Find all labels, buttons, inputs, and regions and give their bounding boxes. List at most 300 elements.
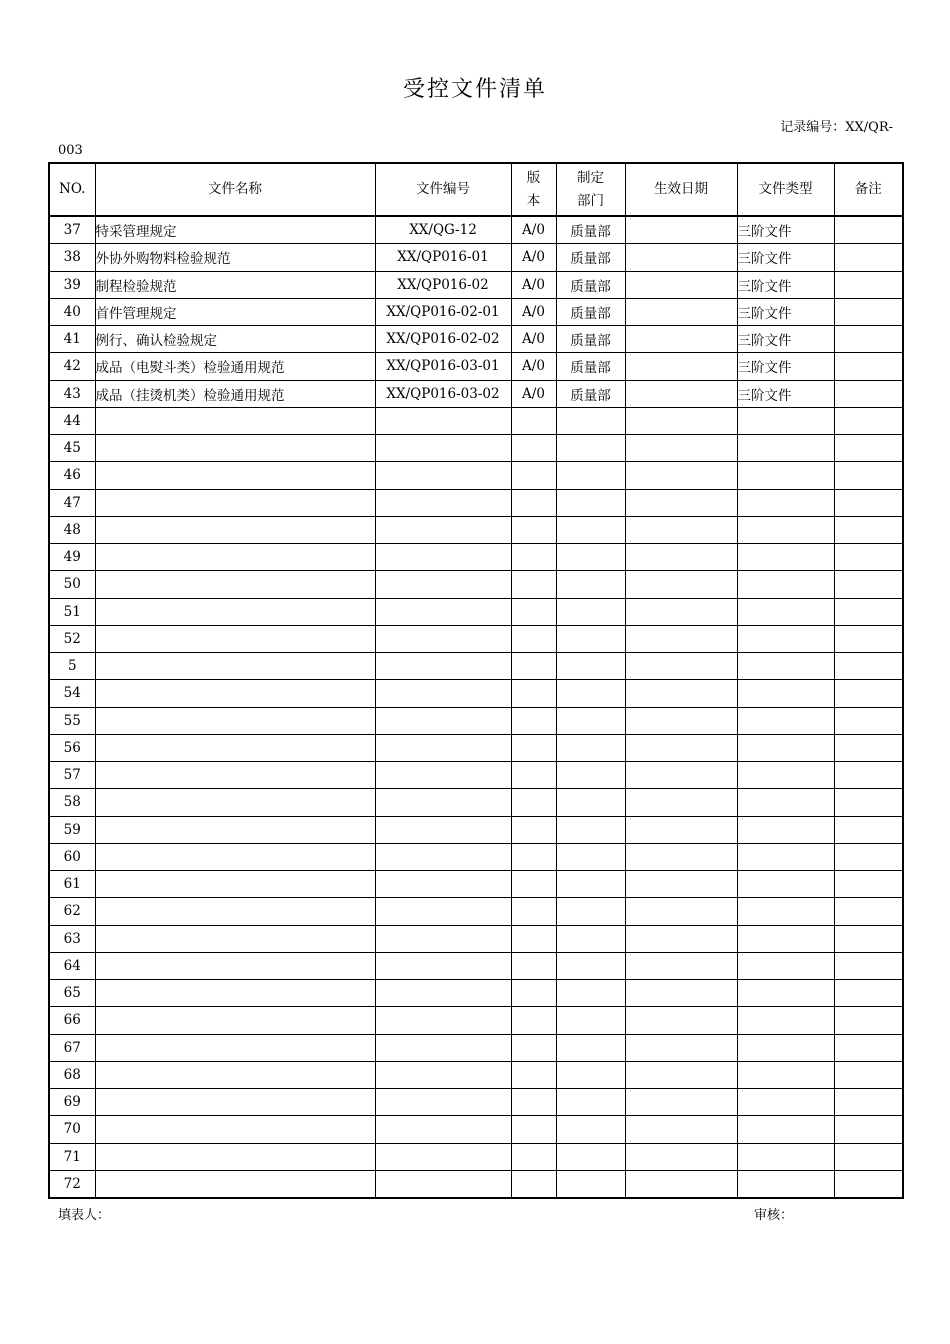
- table-row: [49, 326, 903, 353]
- cell-note: [834, 1170, 903, 1198]
- cell-file-name: [95, 1116, 375, 1143]
- cell-no: 39: [49, 271, 95, 298]
- table-row: [49, 707, 903, 734]
- cell-effective-date: [625, 816, 737, 843]
- cell-file-name: 例行、确认检验规定: [95, 326, 375, 353]
- cell-effective-date: [625, 925, 737, 952]
- table-row: [49, 1170, 903, 1198]
- table-row: [49, 598, 903, 625]
- cell-version: [511, 734, 556, 761]
- page-title: 受控文件清单: [402, 77, 547, 102]
- cell-department: 质量部: [556, 380, 625, 407]
- table-row: [49, 898, 903, 925]
- cell-note: [834, 516, 903, 543]
- cell-version: A/0: [511, 271, 556, 298]
- cell-file-name: [95, 1007, 375, 1034]
- cell-file-code: XX/QP016-01: [375, 244, 511, 271]
- cell-version: [511, 435, 556, 462]
- cell-file-code: [375, 653, 511, 680]
- cell-version: [511, 653, 556, 680]
- cell-file-code: XX/QP016-02-02: [375, 326, 511, 353]
- cell-note: [834, 571, 903, 598]
- cell-effective-date: [625, 1034, 737, 1061]
- cell-note: [834, 1061, 903, 1088]
- cell-file-type: 三阶文件: [737, 298, 834, 325]
- cell-file-type: 三阶文件: [737, 353, 834, 380]
- header-version-line2: 本: [526, 192, 541, 209]
- cell-no: 51: [49, 598, 95, 625]
- cell-file-code: [375, 762, 511, 789]
- cell-no: 37: [49, 216, 95, 244]
- cell-effective-date: [625, 734, 737, 761]
- cell-department: [556, 707, 625, 734]
- cell-file-code: [375, 1116, 511, 1143]
- cell-file-name: [95, 1170, 375, 1198]
- cell-no: 66: [49, 1007, 95, 1034]
- cell-file-type: [737, 707, 834, 734]
- cell-note: [834, 298, 903, 325]
- cell-file-code: [375, 707, 511, 734]
- cell-no: 59: [49, 816, 95, 843]
- table-row: [49, 244, 903, 271]
- table-row: [49, 816, 903, 843]
- cell-effective-date: [625, 707, 737, 734]
- header-file-name: 文件名称: [95, 163, 375, 216]
- cell-no: 41: [49, 326, 95, 353]
- cell-version: [511, 843, 556, 870]
- cell-effective-date: [625, 326, 737, 353]
- cell-effective-date: [625, 571, 737, 598]
- cell-file-code: [375, 816, 511, 843]
- header-note: 备注: [834, 163, 903, 216]
- cell-note: [834, 271, 903, 298]
- table-row: [49, 762, 903, 789]
- cell-effective-date: [625, 1143, 737, 1170]
- cell-file-type: [737, 516, 834, 543]
- cell-file-type: [737, 1007, 834, 1034]
- cell-note: [834, 244, 903, 271]
- cell-file-name: 首件管理规定: [95, 298, 375, 325]
- cell-file-code: [375, 435, 511, 462]
- cell-file-name: [95, 653, 375, 680]
- cell-no: 69: [49, 1089, 95, 1116]
- cell-department: 质量部: [556, 353, 625, 380]
- cell-department: [556, 462, 625, 489]
- cell-file-name: [95, 462, 375, 489]
- document-list-table: [48, 162, 904, 1199]
- cell-file-name: [95, 598, 375, 625]
- cell-version: [511, 898, 556, 925]
- cell-version: A/0: [511, 380, 556, 407]
- cell-effective-date: [625, 762, 737, 789]
- cell-file-type: [737, 1116, 834, 1143]
- cell-no: 49: [49, 544, 95, 571]
- cell-note: [834, 707, 903, 734]
- table-row: [49, 1007, 903, 1034]
- cell-no: 60: [49, 843, 95, 870]
- cell-effective-date: [625, 1007, 737, 1034]
- table-row: [49, 1061, 903, 1088]
- cell-department: [556, 625, 625, 652]
- record-number-label: 记录编号：XX/QR-: [780, 120, 893, 135]
- cell-file-code: [375, 734, 511, 761]
- cell-note: [834, 925, 903, 952]
- cell-note: [834, 789, 903, 816]
- table-row: [49, 462, 903, 489]
- cell-file-code: [375, 1089, 511, 1116]
- cell-effective-date: [625, 680, 737, 707]
- cell-file-code: XX/QP016-02: [375, 271, 511, 298]
- cell-file-code: [375, 952, 511, 979]
- cell-note: [834, 380, 903, 407]
- cell-no: 45: [49, 435, 95, 462]
- cell-note: [834, 544, 903, 571]
- cell-file-type: [737, 1143, 834, 1170]
- cell-version: [511, 707, 556, 734]
- cell-no: 48: [49, 516, 95, 543]
- header-no: NO.: [49, 163, 95, 216]
- cell-file-name: [95, 435, 375, 462]
- cell-no: 72: [49, 1170, 95, 1198]
- cell-file-type: 三阶文件: [737, 216, 834, 244]
- cell-department: [556, 653, 625, 680]
- cell-version: [511, 462, 556, 489]
- cell-note: [834, 407, 903, 434]
- cell-effective-date: [625, 489, 737, 516]
- cell-file-code: [375, 407, 511, 434]
- cell-file-type: [737, 871, 834, 898]
- cell-file-name: [95, 789, 375, 816]
- cell-file-name: [95, 762, 375, 789]
- cell-file-code: [375, 1143, 511, 1170]
- cell-file-name: [95, 871, 375, 898]
- cell-note: [834, 625, 903, 652]
- cell-version: A/0: [511, 326, 556, 353]
- cell-department: [556, 925, 625, 952]
- cell-file-code: [375, 598, 511, 625]
- cell-file-type: [737, 462, 834, 489]
- cell-no: 50: [49, 571, 95, 598]
- cell-file-name: [95, 952, 375, 979]
- cell-file-type: [737, 952, 834, 979]
- header-department-line2: 部门: [577, 192, 604, 209]
- table-row: [49, 516, 903, 543]
- cell-department: 质量部: [556, 271, 625, 298]
- cell-file-type: [737, 653, 834, 680]
- cell-file-type: [737, 625, 834, 652]
- cell-no: 43: [49, 380, 95, 407]
- cell-note: [834, 462, 903, 489]
- table-row: [49, 271, 903, 298]
- cell-file-type: [737, 489, 834, 516]
- cell-department: 质量部: [556, 244, 625, 271]
- cell-note: [834, 489, 903, 516]
- cell-version: [511, 1143, 556, 1170]
- cell-effective-date: [625, 216, 737, 244]
- cell-file-type: [737, 762, 834, 789]
- cell-file-code: [375, 871, 511, 898]
- cell-note: [834, 1143, 903, 1170]
- cell-file-code: XX/QG-12: [375, 216, 511, 244]
- cell-file-name: 成品（电熨斗类）检验通用规范: [95, 353, 375, 380]
- cell-version: [511, 571, 556, 598]
- cell-department: [556, 516, 625, 543]
- record-number-suffix: 003: [58, 143, 83, 158]
- cell-effective-date: [625, 462, 737, 489]
- cell-version: A/0: [511, 298, 556, 325]
- table-row: [49, 1034, 903, 1061]
- table-row: [49, 625, 903, 652]
- cell-file-name: [95, 707, 375, 734]
- cell-department: [556, 898, 625, 925]
- cell-file-code: [375, 789, 511, 816]
- table-row: [49, 925, 903, 952]
- cell-effective-date: [625, 380, 737, 407]
- table-row: [49, 489, 903, 516]
- cell-version: [511, 762, 556, 789]
- cell-version: A/0: [511, 244, 556, 271]
- cell-file-name: [95, 925, 375, 952]
- cell-effective-date: [625, 435, 737, 462]
- table-row: [49, 1089, 903, 1116]
- cell-note: [834, 734, 903, 761]
- cell-file-type: 三阶文件: [737, 244, 834, 271]
- cell-file-code: [375, 1061, 511, 1088]
- cell-no: 47: [49, 489, 95, 516]
- cell-department: [556, 435, 625, 462]
- cell-effective-date: [625, 1061, 737, 1088]
- cell-no: 57: [49, 762, 95, 789]
- cell-department: [556, 871, 625, 898]
- cell-no: 56: [49, 734, 95, 761]
- cell-effective-date: [625, 271, 737, 298]
- table-row: [49, 435, 903, 462]
- cell-file-type: [737, 1034, 834, 1061]
- cell-no: 58: [49, 789, 95, 816]
- cell-department: 质量部: [556, 326, 625, 353]
- cell-department: [556, 1143, 625, 1170]
- cell-effective-date: [625, 1116, 737, 1143]
- cell-note: [834, 952, 903, 979]
- cell-department: [556, 544, 625, 571]
- cell-version: [511, 544, 556, 571]
- cell-note: [834, 435, 903, 462]
- header-department: [556, 163, 625, 216]
- cell-department: [556, 1089, 625, 1116]
- table-row: [49, 380, 903, 407]
- cell-file-name: [95, 680, 375, 707]
- table-row: [49, 734, 903, 761]
- cell-file-name: 成品（挂烫机类）检验通用规范: [95, 380, 375, 407]
- cell-effective-date: [625, 1170, 737, 1198]
- cell-department: [556, 789, 625, 816]
- cell-file-code: XX/QP016-03-02: [375, 380, 511, 407]
- cell-file-name: [95, 1034, 375, 1061]
- cell-file-name: 特采管理规定: [95, 216, 375, 244]
- cell-file-code: [375, 898, 511, 925]
- cell-effective-date: [625, 843, 737, 870]
- cell-department: [556, 843, 625, 870]
- cell-note: [834, 762, 903, 789]
- cell-file-type: [737, 980, 834, 1007]
- table-row: [49, 353, 903, 380]
- cell-file-name: [95, 571, 375, 598]
- cell-file-type: [737, 816, 834, 843]
- cell-department: [556, 952, 625, 979]
- cell-department: [556, 816, 625, 843]
- cell-version: [511, 407, 556, 434]
- cell-effective-date: [625, 598, 737, 625]
- cell-no: 46: [49, 462, 95, 489]
- cell-file-name: [95, 544, 375, 571]
- cell-file-name: [95, 625, 375, 652]
- cell-effective-date: [625, 353, 737, 380]
- cell-no: 40: [49, 298, 95, 325]
- cell-no: 70: [49, 1116, 95, 1143]
- cell-version: [511, 925, 556, 952]
- cell-version: [511, 1170, 556, 1198]
- cell-no: 5: [49, 653, 95, 680]
- table-row: [49, 653, 903, 680]
- cell-note: [834, 871, 903, 898]
- cell-note: [834, 216, 903, 244]
- cell-version: [511, 1089, 556, 1116]
- cell-no: 63: [49, 925, 95, 952]
- header-version-line1: 版: [526, 169, 541, 186]
- cell-note: [834, 1007, 903, 1034]
- table-row: [49, 980, 903, 1007]
- table-row: [49, 571, 903, 598]
- cell-note: [834, 980, 903, 1007]
- cell-file-name: [95, 816, 375, 843]
- cell-no: 61: [49, 871, 95, 898]
- cell-file-type: [737, 435, 834, 462]
- cell-version: [511, 1061, 556, 1088]
- cell-note: [834, 326, 903, 353]
- cell-file-code: [375, 1034, 511, 1061]
- cell-file-name: [95, 898, 375, 925]
- cell-department: [556, 1116, 625, 1143]
- header-department-line1: 制定: [577, 169, 604, 186]
- cell-version: [511, 816, 556, 843]
- cell-effective-date: [625, 544, 737, 571]
- cell-version: [511, 625, 556, 652]
- cell-note: [834, 680, 903, 707]
- cell-file-type: [737, 1170, 834, 1198]
- cell-file-name: [95, 516, 375, 543]
- cell-file-name: 制程检验规范: [95, 271, 375, 298]
- cell-no: 42: [49, 353, 95, 380]
- cell-department: [556, 680, 625, 707]
- cell-file-name: [95, 489, 375, 516]
- cell-file-name: 外协外购物料检验规范: [95, 244, 375, 271]
- cell-no: 55: [49, 707, 95, 734]
- cell-file-type: 三阶文件: [737, 380, 834, 407]
- cell-file-name: [95, 407, 375, 434]
- table-row: [49, 952, 903, 979]
- cell-file-name: [95, 734, 375, 761]
- cell-file-code: XX/QP016-03-01: [375, 353, 511, 380]
- cell-effective-date: [625, 871, 737, 898]
- cell-no: 67: [49, 1034, 95, 1061]
- cell-note: [834, 1089, 903, 1116]
- cell-note: [834, 1034, 903, 1061]
- cell-effective-date: [625, 653, 737, 680]
- cell-effective-date: [625, 980, 737, 1007]
- cell-version: [511, 1116, 556, 1143]
- cell-file-type: 三阶文件: [737, 271, 834, 298]
- cell-no: 62: [49, 898, 95, 925]
- cell-no: 38: [49, 244, 95, 271]
- cell-file-code: [375, 1007, 511, 1034]
- table-row: [49, 871, 903, 898]
- cell-no: 54: [49, 680, 95, 707]
- cell-effective-date: [625, 407, 737, 434]
- cell-department: [556, 1034, 625, 1061]
- header-file-code: 文件编号: [375, 163, 511, 216]
- header-file-type: 文件类型: [737, 163, 834, 216]
- cell-department: 质量部: [556, 298, 625, 325]
- cell-note: [834, 816, 903, 843]
- cell-file-code: [375, 489, 511, 516]
- cell-department: [556, 734, 625, 761]
- reviewer-label: 审核：: [754, 1208, 794, 1223]
- cell-file-type: [737, 407, 834, 434]
- cell-no: 44: [49, 407, 95, 434]
- cell-version: [511, 789, 556, 816]
- table-row: [49, 1116, 903, 1143]
- cell-no: 64: [49, 952, 95, 979]
- cell-file-type: [737, 734, 834, 761]
- cell-effective-date: [625, 898, 737, 925]
- cell-version: [511, 598, 556, 625]
- cell-version: [511, 871, 556, 898]
- cell-version: [511, 680, 556, 707]
- table-row: [49, 680, 903, 707]
- cell-file-code: [375, 516, 511, 543]
- cell-department: [556, 980, 625, 1007]
- cell-effective-date: [625, 625, 737, 652]
- cell-file-code: [375, 625, 511, 652]
- cell-file-name: [95, 980, 375, 1007]
- cell-file-type: [737, 680, 834, 707]
- table-row: [49, 789, 903, 816]
- cell-file-name: [95, 1061, 375, 1088]
- cell-department: [556, 1007, 625, 1034]
- cell-file-code: [375, 680, 511, 707]
- cell-department: [556, 489, 625, 516]
- table-row: [49, 298, 903, 325]
- cell-version: [511, 952, 556, 979]
- header-effective-date: 生效日期: [625, 163, 737, 216]
- cell-file-type: [737, 925, 834, 952]
- header-version: [511, 163, 556, 216]
- cell-no: 71: [49, 1143, 95, 1170]
- cell-file-name: [95, 1089, 375, 1116]
- cell-department: [556, 598, 625, 625]
- cell-department: [556, 407, 625, 434]
- cell-file-type: 三阶文件: [737, 326, 834, 353]
- cell-file-code: [375, 925, 511, 952]
- cell-effective-date: [625, 789, 737, 816]
- cell-note: [834, 353, 903, 380]
- cell-file-type: [737, 598, 834, 625]
- cell-department: [556, 762, 625, 789]
- table-row: [49, 544, 903, 571]
- table-header-row: [49, 163, 903, 216]
- cell-effective-date: [625, 1089, 737, 1116]
- cell-file-type: [737, 898, 834, 925]
